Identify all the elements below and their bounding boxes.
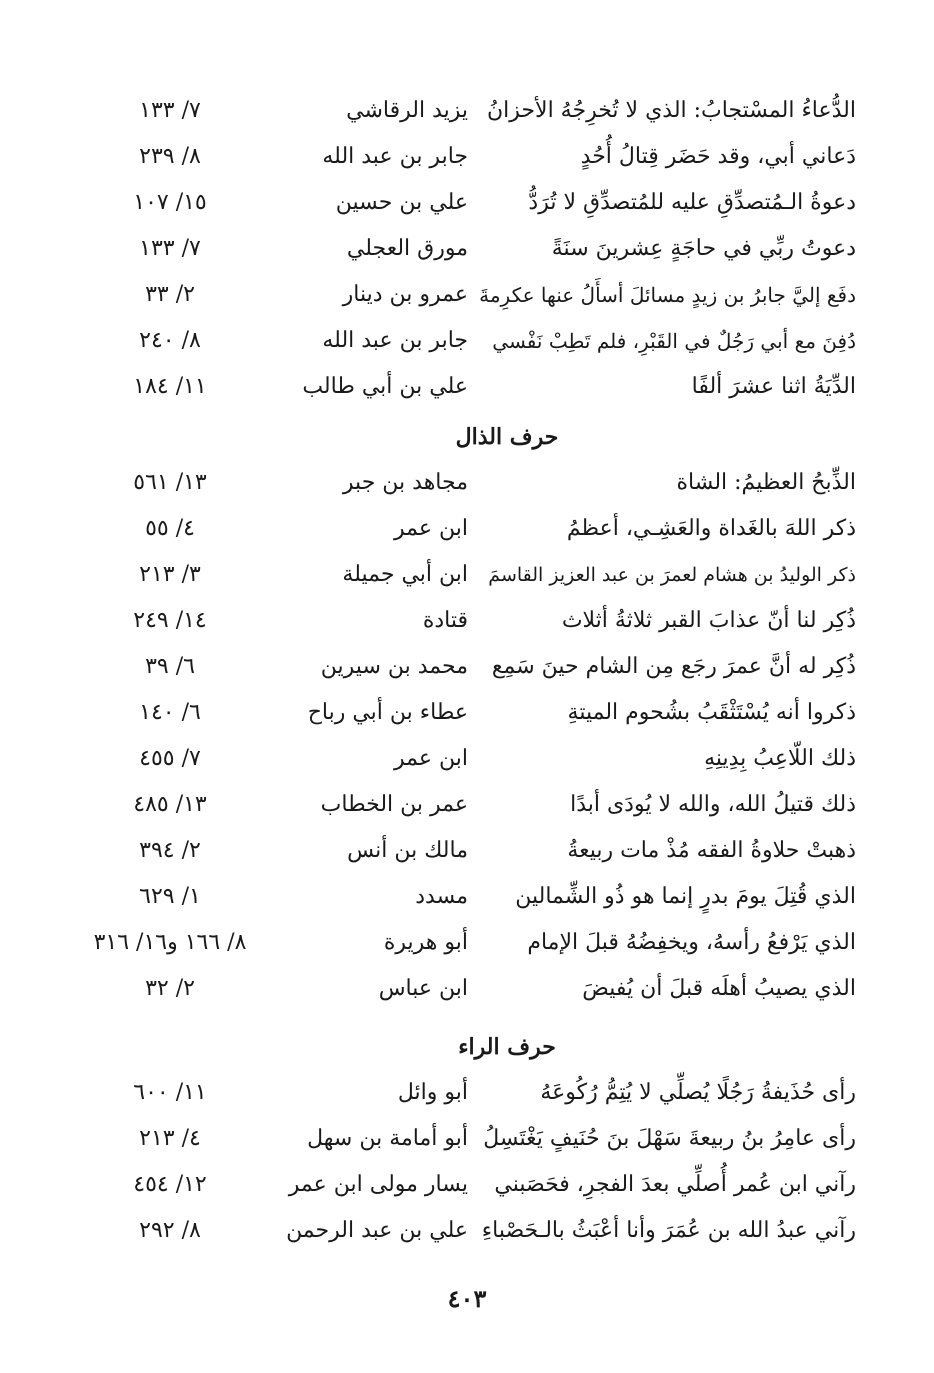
entry-narrator: مالك بن أنس bbox=[347, 838, 468, 863]
entry-text: رآني عبدُ الله بن عُمَرَ وأنا أعْبَثُ بالـحَصْباءِ bbox=[481, 1218, 856, 1243]
entry-text: ذكر اللهَ بالغَداة والعَشِـي، أعظمُ bbox=[566, 516, 856, 541]
entry-narrator: ابن عباس bbox=[378, 976, 468, 1001]
entry-narrator: ابن أبي جميلة bbox=[342, 562, 468, 587]
entry-text: رآني ابن عُمر أُصلِّي بعدَ الفجرِ، فحَصَبني bbox=[494, 1172, 856, 1197]
index-row bbox=[0, 180, 934, 226]
entry-reference: ٤/ ٢١٣ bbox=[139, 1126, 201, 1151]
entry-text: رأى حُذَيفةُ رَجُلًا يُصلِّي لا يُتِمُّ رُكُوعَهُ bbox=[540, 1080, 856, 1105]
entry-reference: ٢/ ٣٢ bbox=[145, 976, 195, 1001]
index-row bbox=[0, 1116, 934, 1162]
entry-text: دعوةُ الـمُتصدِّقِ عليه للمُتصدِّقِ لا تُرَدُّ bbox=[528, 190, 856, 215]
index-row bbox=[0, 782, 934, 828]
entry-narrator: عمر بن الخطاب bbox=[320, 792, 468, 817]
entry-reference: ١١/ ٦٠٠ bbox=[133, 1080, 207, 1105]
section-heading bbox=[0, 414, 934, 460]
entry-narrator: علي بن حسين bbox=[335, 190, 468, 215]
entry-narrator: مسدد bbox=[415, 884, 468, 909]
index-row bbox=[0, 1070, 934, 1116]
entry-text: الدُّعاءُ المسْتجابُ: الذي لا تُخرِجُهُ الأحزانُ bbox=[487, 98, 856, 123]
index-row bbox=[0, 644, 934, 690]
entry-narrator: مجاهد بن جبر bbox=[342, 470, 468, 495]
entry-narrator: أبو أمامة بن سهل bbox=[307, 1126, 468, 1151]
index-row bbox=[0, 828, 934, 874]
index-row bbox=[0, 966, 934, 1012]
index-row bbox=[0, 552, 934, 598]
entry-reference: ٤/ ٥٥ bbox=[145, 516, 195, 541]
entry-narrator: يسار مولى ابن عمر bbox=[288, 1172, 468, 1197]
entry-reference: ١٤/ ٢٤٩ bbox=[133, 608, 207, 633]
entry-text: دُفِنَ مع أبي رَجُلٌ في القَبْرِ، فلم تَطِبْ نَفْسي bbox=[492, 329, 856, 353]
entry-text: ذُكِر له أنَّ عمرَ رجَع مِن الشام حينَ سَمِع bbox=[491, 654, 856, 679]
entry-reference: ٣/ ٢١٣ bbox=[139, 562, 201, 587]
index-row bbox=[0, 460, 934, 506]
entry-text: الذِّبحُ العظيمُ: الشاة bbox=[676, 470, 856, 495]
entry-narrator: يزيد الرقاشي bbox=[346, 98, 468, 123]
entry-reference: ٦/ ١٤٠ bbox=[139, 700, 201, 725]
entry-text: ذكر الوليدُ بن هشام لعمرَ بن عبد العزيز القاسمَ bbox=[488, 564, 856, 586]
entry-narrator: عمرو بن دينار bbox=[342, 282, 468, 307]
entry-text: ذلك اللّاعِبُ بِدِينِهِ bbox=[704, 746, 856, 771]
entry-narrator: جابر بن عبد الله bbox=[322, 328, 468, 353]
entry-reference: ١٢/ ٤٥٤ bbox=[133, 1172, 207, 1197]
section-heading-label: حرف الراء bbox=[458, 1034, 556, 1060]
index-row bbox=[0, 1208, 934, 1254]
entry-reference: ٦/ ٣٩ bbox=[145, 654, 195, 679]
entry-reference: ٢/ ٣٣ bbox=[145, 282, 195, 307]
entry-narrator: ابن عمر bbox=[394, 746, 468, 771]
entry-text: ذهبتْ حلاوةُ الفقه مُذْ مات ربيعةُ bbox=[567, 838, 856, 863]
entry-reference: ٧/ ٤٥٥ bbox=[139, 746, 201, 771]
entry-text: الذي يَرْفعُ رأسهُ، ويخفِضُهُ قبلَ الإمام bbox=[527, 930, 856, 955]
entry-narrator: جابر بن عبد الله bbox=[322, 144, 468, 169]
entry-reference: ٨/ ٢٤٠ bbox=[139, 328, 201, 353]
entry-text: الذي يصيبُ أهلَه قبلَ أن يُفيضَ bbox=[582, 976, 856, 1001]
section-dal bbox=[0, 88, 934, 410]
entry-reference: ٢/ ٣٩٤ bbox=[139, 838, 201, 863]
entry-reference: ٧/ ١٣٣ bbox=[139, 98, 201, 123]
entry-text: ذُكِر لنا أنّ عذابَ القبر ثلاثةُ أثلاث bbox=[561, 608, 856, 633]
entry-narrator: علي بن عبد الرحمن bbox=[286, 1218, 468, 1243]
section-ra bbox=[0, 1024, 934, 1254]
index-row bbox=[0, 272, 934, 318]
index-row bbox=[0, 1162, 934, 1208]
section-dhal bbox=[0, 414, 934, 1012]
entry-narrator: مورق العجلي bbox=[346, 236, 468, 261]
entry-reference: ١٣/ ٥٦١ bbox=[133, 470, 207, 495]
entry-text: الدِّيَةُ اثنا عشرَ ألفًا bbox=[691, 374, 856, 399]
entry-text: الذي قُتِلَ يومَ بدرٍ إنما هو ذُو الشِّمالين bbox=[515, 884, 856, 909]
entry-narrator: محمد بن سيرين bbox=[320, 654, 468, 679]
page-number: ٤٠٣ bbox=[447, 1284, 487, 1313]
entry-text: دَعاني أبي، وقد حَضَر قِتالُ أُحُدٍ bbox=[580, 144, 856, 169]
index-row bbox=[0, 506, 934, 552]
index-row bbox=[0, 598, 934, 644]
entry-reference: ١٣/ ٤٨٥ bbox=[133, 792, 207, 817]
entry-reference: ١٥/ ١٠٧ bbox=[133, 190, 207, 215]
entry-narrator: عطاء بن أبي رباح bbox=[307, 700, 468, 725]
entry-narrator: ابن عمر bbox=[394, 516, 468, 541]
section-heading-label: حرف الذال bbox=[455, 424, 559, 450]
entry-narrator: علي بن أبي طالب bbox=[302, 374, 468, 399]
entry-reference: ٧/ ١٣٣ bbox=[139, 236, 201, 261]
index-row bbox=[0, 226, 934, 272]
index-row bbox=[0, 874, 934, 920]
index-row bbox=[0, 690, 934, 736]
entry-narrator: قتادة bbox=[422, 608, 468, 633]
index-row bbox=[0, 364, 934, 410]
entry-text: رأى عامِرُ بنُ ربيعةَ سَهْلَ بنَ حُنَيفٍ يَغْتَسِلُ bbox=[483, 1126, 856, 1151]
section-heading bbox=[0, 1024, 934, 1070]
index-row bbox=[0, 736, 934, 782]
entry-text: ذكروا أنه يُسْتَثْقَبُ بشُحوم الميتةِ bbox=[567, 700, 856, 725]
entry-text: دفَع إليَّ جابرُ بن زيدٍ مسائلَ أسأَلُ عنها عكرِمةَ bbox=[479, 283, 856, 307]
entry-narrator: أبو هريرة bbox=[383, 930, 468, 955]
index-row bbox=[0, 920, 934, 966]
index-row bbox=[0, 318, 934, 364]
entry-reference: ٨/ ٢٩٢ bbox=[139, 1218, 201, 1243]
entry-reference: ٨/ ٢٣٩ bbox=[139, 144, 201, 169]
entry-narrator: أبو وائل bbox=[397, 1080, 468, 1105]
entry-reference: ١/ ٦٢٩ bbox=[139, 884, 201, 909]
entry-reference: ١١/ ١٨٤ bbox=[133, 374, 207, 399]
entry-text: دعوتُ ربِّي في حاجَةٍ عِشرينَ سنَةً bbox=[551, 236, 856, 261]
index-row bbox=[0, 88, 934, 134]
entry-text: ذلك قتيلُ الله، والله لا يُودَى أبدًا bbox=[570, 792, 856, 817]
entry-reference: ٨/ ١٦٦ و١٦/ ٣١٦ bbox=[93, 930, 247, 955]
index-row bbox=[0, 134, 934, 180]
